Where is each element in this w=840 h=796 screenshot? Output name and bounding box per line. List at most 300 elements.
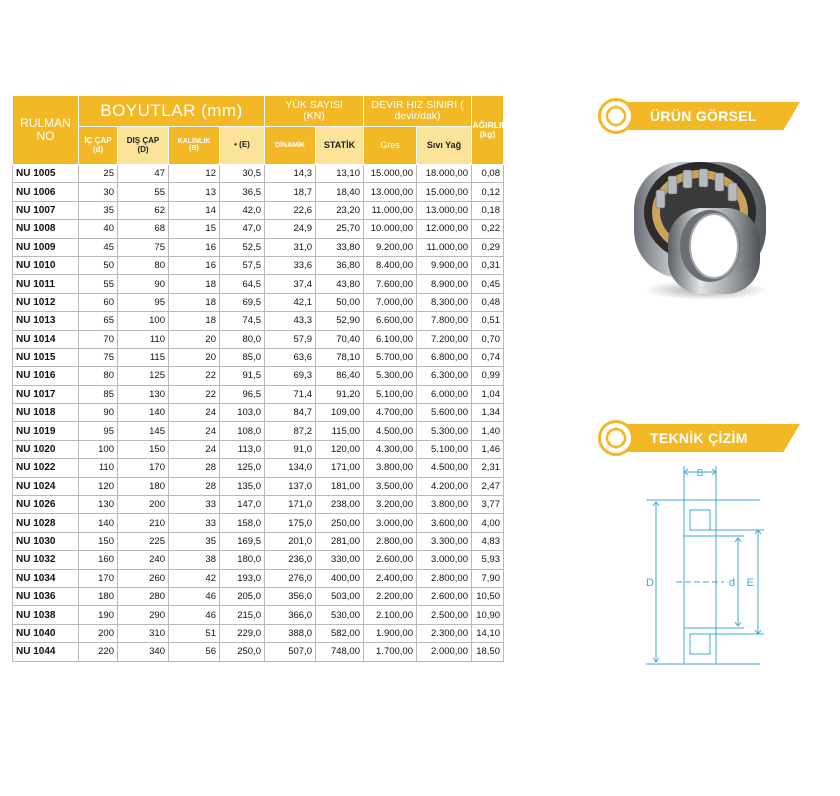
table-cell: 15.000,00 — [417, 183, 472, 201]
table-cell: 36,5 — [220, 183, 265, 201]
table-cell: 140 — [79, 514, 118, 532]
table-cell: 0,45 — [472, 275, 504, 293]
bearing-code-cell: NU 1034 — [13, 569, 79, 587]
table-cell: 42,1 — [265, 293, 316, 311]
table-cell: 87,2 — [265, 422, 316, 440]
table-cell: 0,12 — [472, 183, 504, 201]
table-cell: 50,00 — [316, 293, 364, 311]
table-cell: 125 — [118, 367, 169, 385]
table-cell: 5.300,00 — [417, 422, 472, 440]
table-cell: 2.800,00 — [417, 569, 472, 587]
table-cell: 3.800,00 — [417, 496, 472, 514]
table-cell: 74,5 — [220, 312, 265, 330]
table-cell: 120,00 — [316, 440, 364, 458]
table-cell: 7,90 — [472, 569, 504, 587]
table-row — [13, 293, 504, 311]
table-cell: 23,20 — [316, 201, 364, 219]
table-cell: 170 — [118, 459, 169, 477]
table-cell: 4,83 — [472, 532, 504, 550]
table-cell: 25 — [79, 165, 118, 183]
table-cell: 0,70 — [472, 330, 504, 348]
table-row — [13, 422, 504, 440]
table-cell: 10.000,00 — [364, 220, 417, 238]
table-cell: 150 — [79, 532, 118, 550]
table-row — [13, 275, 504, 293]
table-cell: 158,0 — [220, 514, 265, 532]
table-cell: 71,4 — [265, 385, 316, 403]
bearing-code-cell: NU 1013 — [13, 312, 79, 330]
table-cell: 4.700,00 — [364, 404, 417, 422]
table-cell: 60 — [79, 293, 118, 311]
bearing-code-cell: NU 1015 — [13, 348, 79, 366]
bearing-code-cell: NU 1018 — [13, 404, 79, 422]
table-row — [13, 238, 504, 256]
table-cell: 36,80 — [316, 256, 364, 274]
table-cell: 55 — [118, 183, 169, 201]
table-cell: 125,0 — [220, 459, 265, 477]
product-section-title: ÜRÜN GÖRSEL — [650, 108, 757, 124]
table-cell: 43,80 — [316, 275, 364, 293]
bearing-icon — [598, 98, 634, 134]
table-cell: 2.600,00 — [417, 587, 472, 605]
table-cell: 11.000,00 — [364, 201, 417, 219]
table-cell: 175,0 — [265, 514, 316, 532]
table-row — [13, 201, 504, 219]
table-cell: 15.000,00 — [364, 165, 417, 183]
table-cell: 10,50 — [472, 587, 504, 605]
table-cell: 150 — [118, 440, 169, 458]
table-cell: 42,0 — [220, 201, 265, 219]
table-cell: 0,51 — [472, 312, 504, 330]
table-cell: 171,00 — [316, 459, 364, 477]
table-cell: 100 — [118, 312, 169, 330]
table-cell: 8.400,00 — [364, 256, 417, 274]
table-cell: 91,0 — [265, 440, 316, 458]
table-cell: 181,00 — [316, 477, 364, 495]
table-cell: 5.600,00 — [417, 404, 472, 422]
table-row — [13, 404, 504, 422]
table-cell: 28 — [169, 477, 220, 495]
table-cell: 12 — [169, 165, 220, 183]
table-cell: 180 — [118, 477, 169, 495]
table-row — [13, 606, 504, 624]
header-e: • (E) — [220, 127, 265, 165]
table-cell: 45 — [79, 238, 118, 256]
table-cell: 85,0 — [220, 348, 265, 366]
table-cell: 47 — [118, 165, 169, 183]
table-cell: 3,77 — [472, 496, 504, 514]
table-cell: 1,34 — [472, 404, 504, 422]
table-row — [13, 440, 504, 458]
table-cell: 3.800,00 — [364, 459, 417, 477]
bearing-code-cell: NU 1007 — [13, 201, 79, 219]
table-cell: 356,0 — [265, 587, 316, 605]
bearing-code-cell: NU 1026 — [13, 496, 79, 514]
table-cell: 10,90 — [472, 606, 504, 624]
label-b: B — [696, 468, 704, 479]
bearing-code-cell: NU 1019 — [13, 422, 79, 440]
table-cell: 50 — [79, 256, 118, 274]
table-cell: 13,10 — [316, 165, 364, 183]
bearing-code-cell: NU 1038 — [13, 606, 79, 624]
table-cell: 2,47 — [472, 477, 504, 495]
table-row — [13, 459, 504, 477]
table-cell: 210 — [118, 514, 169, 532]
table-cell: 2.500,00 — [417, 606, 472, 624]
table-row — [13, 385, 504, 403]
table-cell: 238,00 — [316, 496, 364, 514]
table-cell: 65 — [79, 312, 118, 330]
table-cell: 4.500,00 — [417, 459, 472, 477]
table-cell: 3.000,00 — [417, 551, 472, 569]
label-d-outer: D — [646, 577, 654, 589]
table-cell: 290 — [118, 606, 169, 624]
table-cell: 51 — [169, 624, 220, 642]
table-cell: 90 — [118, 275, 169, 293]
table-row — [13, 643, 504, 661]
table-cell: 340 — [118, 643, 169, 661]
table-cell: 43,3 — [265, 312, 316, 330]
table-cell: 2.300,00 — [417, 624, 472, 642]
table-cell: 7.200,00 — [417, 330, 472, 348]
table-cell: 137,0 — [265, 477, 316, 495]
table-cell: 56 — [169, 643, 220, 661]
header-yuk-sayisi: YÜK SAYISI (KN) — [265, 96, 364, 127]
table-cell: 52,90 — [316, 312, 364, 330]
table-cell: 507,0 — [265, 643, 316, 661]
table-cell: 33,6 — [265, 256, 316, 274]
table-cell: 22,6 — [265, 201, 316, 219]
table-cell: 0,31 — [472, 256, 504, 274]
table-cell: 7.000,00 — [364, 293, 417, 311]
table-cell: 20 — [169, 348, 220, 366]
table-cell: 250,00 — [316, 514, 364, 532]
table-cell: 1.700,00 — [364, 643, 417, 661]
bearing-spec-table — [12, 95, 508, 662]
table-cell: 220 — [79, 643, 118, 661]
table-cell: 78,10 — [316, 348, 364, 366]
table-cell: 6.100,00 — [364, 330, 417, 348]
table-cell: 160 — [79, 551, 118, 569]
table-cell: 4.300,00 — [364, 440, 417, 458]
table-row — [13, 312, 504, 330]
header-devir: DEVİR HIZ SINIRI ( devir/dak) — [364, 96, 472, 127]
table-cell: 120 — [79, 477, 118, 495]
table-cell: 180,0 — [220, 551, 265, 569]
table-cell: 86,40 — [316, 367, 364, 385]
table-cell: 40 — [79, 220, 118, 238]
table-cell: 14 — [169, 201, 220, 219]
table-cell: 20 — [169, 330, 220, 348]
bearing-code-cell: NU 1014 — [13, 330, 79, 348]
table-cell: 582,00 — [316, 624, 364, 642]
table-cell: 4.200,00 — [417, 477, 472, 495]
table-row — [13, 330, 504, 348]
table-cell: 180 — [79, 587, 118, 605]
table-cell: 5.100,00 — [364, 385, 417, 403]
drawing-section-title: TEKNİK ÇİZİM — [650, 430, 748, 446]
table-cell: 18 — [169, 275, 220, 293]
table-cell: 225 — [118, 532, 169, 550]
table-cell: 100 — [79, 440, 118, 458]
header-gres: Gres — [364, 127, 417, 165]
table-cell: 281,00 — [316, 532, 364, 550]
table-cell: 16 — [169, 256, 220, 274]
table-cell: 110 — [79, 459, 118, 477]
bearing-code-cell: NU 1011 — [13, 275, 79, 293]
table-row — [13, 477, 504, 495]
table-cell: 388,0 — [265, 624, 316, 642]
table-cell: 260 — [118, 569, 169, 587]
bearing-code-cell: NU 1040 — [13, 624, 79, 642]
table-cell: 24,9 — [265, 220, 316, 238]
header-rulman-no: RULMAN NO — [13, 96, 79, 165]
table-row — [13, 496, 504, 514]
table-cell: 201,0 — [265, 532, 316, 550]
table-cell: 95 — [79, 422, 118, 440]
table-cell: 109,00 — [316, 404, 364, 422]
table-cell: 171,0 — [265, 496, 316, 514]
table-cell: 24 — [169, 440, 220, 458]
table-cell: 62 — [118, 201, 169, 219]
table-cell: 18,50 — [472, 643, 504, 661]
table-row — [13, 532, 504, 550]
table-cell: 11.000,00 — [417, 238, 472, 256]
table-cell: 2.800,00 — [364, 532, 417, 550]
bearing-code-cell: NU 1009 — [13, 238, 79, 256]
product-image-section-header — [598, 98, 800, 134]
table-cell: 63,6 — [265, 348, 316, 366]
table-cell: 0,22 — [472, 220, 504, 238]
table-cell: 24 — [169, 422, 220, 440]
bearing-code-cell: NU 1005 — [13, 165, 79, 183]
table-cell: 140 — [118, 404, 169, 422]
table-cell: 6.000,00 — [417, 385, 472, 403]
table-cell: 1,46 — [472, 440, 504, 458]
table-cell: 147,0 — [220, 496, 265, 514]
table-cell: 15 — [169, 220, 220, 238]
table-cell: 68 — [118, 220, 169, 238]
header-dinamik: DİNAMİK — [265, 127, 316, 165]
table-cell: 250,0 — [220, 643, 265, 661]
bearing-code-cell: NU 1010 — [13, 256, 79, 274]
table-row — [13, 624, 504, 642]
bearing-code-cell: NU 1022 — [13, 459, 79, 477]
header-sivi-yag: Sıvı Yağ — [417, 127, 472, 165]
table-row — [13, 367, 504, 385]
table-row — [13, 165, 504, 183]
table-cell: 110 — [118, 330, 169, 348]
table-cell: 1,40 — [472, 422, 504, 440]
table-cell: 280 — [118, 587, 169, 605]
table-cell: 0,08 — [472, 165, 504, 183]
table-cell: 31,0 — [265, 238, 316, 256]
table-cell: 91,20 — [316, 385, 364, 403]
table-row — [13, 551, 504, 569]
table-cell: 115,00 — [316, 422, 364, 440]
table-cell: 42 — [169, 569, 220, 587]
bearing-code-cell: NU 1028 — [13, 514, 79, 532]
table-cell: 3.200,00 — [364, 496, 417, 514]
bearing-code-cell: NU 1006 — [13, 183, 79, 201]
table-cell: 240 — [118, 551, 169, 569]
bearing-code-cell: NU 1036 — [13, 587, 79, 605]
technical-drawing-section-header — [598, 420, 800, 456]
table-cell: 12.000,00 — [417, 220, 472, 238]
table-cell: 2.200,00 — [364, 587, 417, 605]
table-cell: 0,74 — [472, 348, 504, 366]
table-row — [13, 587, 504, 605]
table-cell: 80,0 — [220, 330, 265, 348]
table-cell: 2.100,00 — [364, 606, 417, 624]
bearing-code-cell: NU 1044 — [13, 643, 79, 661]
table-cell: 0,29 — [472, 238, 504, 256]
table-cell: 205,0 — [220, 587, 265, 605]
table-row — [13, 256, 504, 274]
header-dis-cap: DIŞ ÇAP (D) — [118, 127, 169, 165]
table-cell: 75 — [118, 238, 169, 256]
table-cell: 310 — [118, 624, 169, 642]
table-cell: 96,5 — [220, 385, 265, 403]
table-row — [13, 569, 504, 587]
table-cell: 530,00 — [316, 606, 364, 624]
bearing-code-cell: NU 1030 — [13, 532, 79, 550]
table-cell: 55 — [79, 275, 118, 293]
table-cell: 18,7 — [265, 183, 316, 201]
table-cell: 14,10 — [472, 624, 504, 642]
table-cell: 18.000,00 — [417, 165, 472, 183]
table-cell: 366,0 — [265, 606, 316, 624]
table-cell: 7.600,00 — [364, 275, 417, 293]
table-cell: 14,3 — [265, 165, 316, 183]
table-cell: 30,5 — [220, 165, 265, 183]
table-cell: 215,0 — [220, 606, 265, 624]
table-cell: 52,5 — [220, 238, 265, 256]
table-cell: 18,40 — [316, 183, 364, 201]
bearing-code-cell: NU 1008 — [13, 220, 79, 238]
table-cell: 35 — [169, 532, 220, 550]
table-cell: 2,31 — [472, 459, 504, 477]
table-cell: 18 — [169, 293, 220, 311]
table-cell: 330,00 — [316, 551, 364, 569]
bearing-code-cell: NU 1012 — [13, 293, 79, 311]
table-cell: 24 — [169, 404, 220, 422]
table-cell: 18 — [169, 312, 220, 330]
table-cell: 134,0 — [265, 459, 316, 477]
table-cell: 22 — [169, 367, 220, 385]
table-cell: 169,5 — [220, 532, 265, 550]
table-cell: 85 — [79, 385, 118, 403]
table-cell: 33 — [169, 496, 220, 514]
table-cell: 1.900,00 — [364, 624, 417, 642]
bearing-code-cell: NU 1016 — [13, 367, 79, 385]
table-cell: 16 — [169, 238, 220, 256]
table-cell: 2.400,00 — [364, 569, 417, 587]
table-cell: 80 — [79, 367, 118, 385]
bearing-product-image — [628, 150, 778, 305]
table-cell: 75 — [79, 348, 118, 366]
table-cell: 4.500,00 — [364, 422, 417, 440]
label-d-inner: d — [728, 577, 735, 589]
label-e: E — [746, 577, 754, 589]
table-cell: 145 — [118, 422, 169, 440]
table-cell: 9.900,00 — [417, 256, 472, 274]
technical-drawing — [640, 462, 780, 674]
table-cell: 6.300,00 — [417, 367, 472, 385]
table-cell: 57,5 — [220, 256, 265, 274]
bearing-icon — [598, 420, 634, 456]
table-cell: 135,0 — [220, 477, 265, 495]
table-cell: 2.000,00 — [417, 643, 472, 661]
table-cell: 35 — [79, 201, 118, 219]
header-ic-cap: İÇ ÇAP (d) — [79, 127, 118, 165]
table-cell: 47,0 — [220, 220, 265, 238]
bearing-code-cell: NU 1032 — [13, 551, 79, 569]
table-cell: 3.000,00 — [364, 514, 417, 532]
table-cell: 3.600,00 — [417, 514, 472, 532]
table-cell: 28 — [169, 459, 220, 477]
header-boyutlar: BOYUTLAR (mm) — [79, 96, 265, 127]
table-cell: 3.300,00 — [417, 532, 472, 550]
table-cell: 5.300,00 — [364, 367, 417, 385]
table-cell: 276,0 — [265, 569, 316, 587]
table-cell: 503,00 — [316, 587, 364, 605]
header-kalinlik: KALINLIK (B) — [169, 127, 220, 165]
table-cell: 13.000,00 — [364, 183, 417, 201]
table-row — [13, 220, 504, 238]
table-cell: 200 — [118, 496, 169, 514]
table-cell: 33,80 — [316, 238, 364, 256]
table-cell: 0,48 — [472, 293, 504, 311]
table-cell: 30 — [79, 183, 118, 201]
table-cell: 5,93 — [472, 551, 504, 569]
table-cell: 25,70 — [316, 220, 364, 238]
table-cell: 108,0 — [220, 422, 265, 440]
table-cell: 8.300,00 — [417, 293, 472, 311]
table-cell: 64,5 — [220, 275, 265, 293]
table-cell: 5.100,00 — [417, 440, 472, 458]
table-cell: 130 — [79, 496, 118, 514]
table-cell: 91,5 — [220, 367, 265, 385]
table-cell: 170 — [79, 569, 118, 587]
table-cell: 46 — [169, 587, 220, 605]
table-cell: 13.000,00 — [417, 201, 472, 219]
table-cell: 80 — [118, 256, 169, 274]
table-cell: 1,04 — [472, 385, 504, 403]
table-cell: 8.900,00 — [417, 275, 472, 293]
table-cell: 0,99 — [472, 367, 504, 385]
table-cell: 95 — [118, 293, 169, 311]
table-cell: 190 — [79, 606, 118, 624]
table-cell: 113,0 — [220, 440, 265, 458]
table-cell: 4,00 — [472, 514, 504, 532]
table-cell: 103,0 — [220, 404, 265, 422]
header-agirlik: AĞIRLIK (kg) — [472, 96, 504, 165]
table-cell: 6.600,00 — [364, 312, 417, 330]
table-cell: 200 — [79, 624, 118, 642]
table-cell: 236,0 — [265, 551, 316, 569]
table-cell: 84,7 — [265, 404, 316, 422]
table-row — [13, 514, 504, 532]
table-cell: 115 — [118, 348, 169, 366]
table-cell: 7.800,00 — [417, 312, 472, 330]
table-cell: 2.600,00 — [364, 551, 417, 569]
table-cell: 130 — [118, 385, 169, 403]
table-cell: 6.800,00 — [417, 348, 472, 366]
table-cell: 33 — [169, 514, 220, 532]
table-cell: 13 — [169, 183, 220, 201]
bearing-code-cell: NU 1017 — [13, 385, 79, 403]
